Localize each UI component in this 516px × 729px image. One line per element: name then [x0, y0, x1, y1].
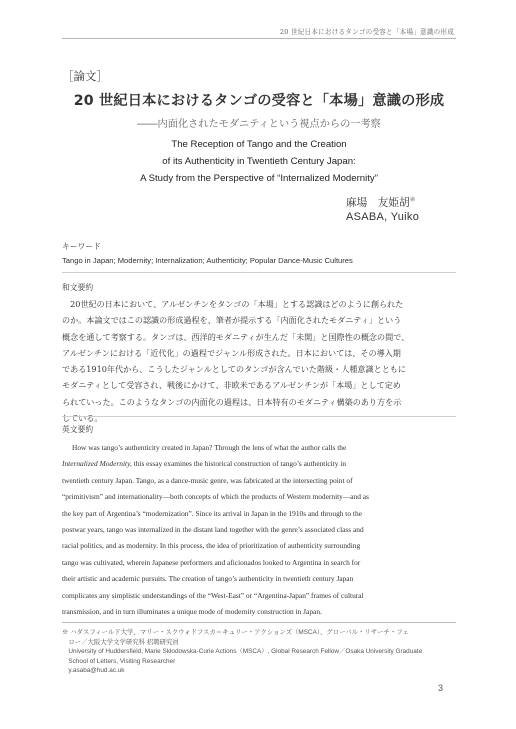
article-title-en — [62, 136, 456, 187]
abstract-en-line: “primitivism” and internationality—both concepts of which the products of Western modernity—and as — [62, 492, 369, 502]
abstract-en — [62, 440, 456, 620]
footnote-line: ロー／大阪大学文学研究科 招聘研究員 — [62, 638, 179, 646]
section-divider — [62, 272, 456, 273]
footnote-line: University of Huddersfield, Marie Skłodowska-Curie Actions（MSCA）, Global Research Fellow／Osaka University Graduate — [62, 648, 423, 656]
page-number: 3 — [438, 683, 444, 693]
title-en-line: The Reception of Tango and the Creation — [171, 139, 347, 150]
author-name-ja — [346, 195, 415, 210]
abstract-en-line: their artistic and academic pursuits. The creation of tango’s authenticity in twentieth century Japan — [62, 574, 354, 584]
italic-term: Internalized Modernity, — [62, 459, 132, 469]
article-title-ja: 20 世紀日本におけるタンゴの受容と「本場」意識の形成 — [73, 93, 445, 109]
abstract-ja-line: アルゼンチンにおける「近代化」の過程でジャンル形成された。日本においては、その導入期 — [62, 347, 401, 358]
abstract-ja-line: である1910年代から、こうしたジャンルとしてのタンゴが含んでいた階級・人種意識とともに — [62, 364, 406, 375]
abstract-en-heading: 英文要約 — [62, 425, 94, 434]
abstract-ja-heading: 和文要約 — [62, 283, 94, 292]
abstract-ja-line: られていった。このようなタンゴの内面化の過程は、日本特有のモダニティ構築のあり方を示 — [62, 396, 402, 407]
abstract-ja-line: モダニティとして受容され、戦後にかけて、非欧米であるアルゼンチンが「本場」として定め — [62, 380, 401, 391]
abstract-ja-line: 20世紀の日本において、アルゼンチンをタンゴの「本場」とする認識はどのように創られた — [62, 299, 404, 309]
keywords-heading: キーワード — [62, 242, 101, 251]
abstract-en-line: tango was cultivated, wherein Japanese performers and aficionados looked to Argentina in search for — [62, 557, 361, 567]
abstract-en-line: How was tango’s authenticity created in Japan? Through the lens of what the author calls the — [72, 443, 347, 452]
author-name-en: ASABA, Yuiko — [346, 211, 420, 223]
header-rule — [62, 38, 456, 39]
author-affiliation-footnote — [62, 628, 456, 676]
section-tag: ［論文］ — [62, 69, 108, 83]
footnote-line: ※ ハダスフィールド大学、マリー・スクウォドフスカ＝キュリー・アクションズ（MSCA）、グローバル・リサーチ・フェ — [62, 629, 409, 636]
abstract-en-line: the key part of Argentina’s “modernization”. Since its arrival in Japan in the 1910s and through to the — [62, 508, 362, 518]
footnote-line: School of Letters, Visiting Researcher — [62, 657, 176, 665]
section-divider — [62, 416, 456, 417]
abstract-en-line: complicates any simplistic understandings of the “West-East” or “Argentina-Japan” frames of cultural — [62, 590, 364, 600]
article-subtitle-ja: ――内面化されたモダニティという視点からの一考察 — [137, 119, 381, 130]
abstract-ja-line: 概念を通して考察する。タンゴは、西洋的モダニティが生んだ「未開」と国際性の概念の間で、 — [62, 331, 410, 342]
title-en-line: of its Authenticity in Twentieth Century Japan: — [162, 156, 356, 167]
footnote-email: y.asaba@hud.ac.uk — [62, 667, 125, 675]
abstract-en-line: Internalized Modernity, this essay examines the historical construction of tango’s authenticity in — [62, 459, 347, 469]
abstract-en-line: postwar years, tango was internalized in the distant land together with the genre’s associated class and — [62, 525, 364, 535]
keywords-text: Tango in Japan; Modernity; Internalization; Authenticity; Popular Dance-Music Cultures — [62, 256, 353, 265]
footnote-rule — [62, 622, 456, 623]
abstract-en-line: transmission, and in turn illuminates a unique mode of modernity construction in Japan. — [62, 607, 322, 617]
running-head: 20 世紀日本におけるタンゴの受容と「本場」意識の形成 — [279, 28, 454, 36]
abstract-ja-line: している。 — [62, 413, 103, 424]
abstract-en-line: racial politics, and as modernity. In this process, the idea of prioritization of authenticity surrounding — [62, 541, 361, 551]
author-name-ja-text: 麻場 友姫胡 — [346, 197, 410, 209]
title-en-line: A Study from the Perspective of “Internalized Modernity” — [140, 173, 378, 184]
abstract-en-line: twentieth century Japan. Tango, as a dance-music genre, was fabricated at the intersecting point of — [62, 475, 353, 485]
author-footnote-mark: ※ — [409, 195, 416, 204]
abstract-ja-line: のか。本論文ではこの認識の形成過程を、筆者が提示する「内面化されたモダニティ」という — [62, 315, 402, 326]
abstract-ja — [62, 296, 456, 426]
